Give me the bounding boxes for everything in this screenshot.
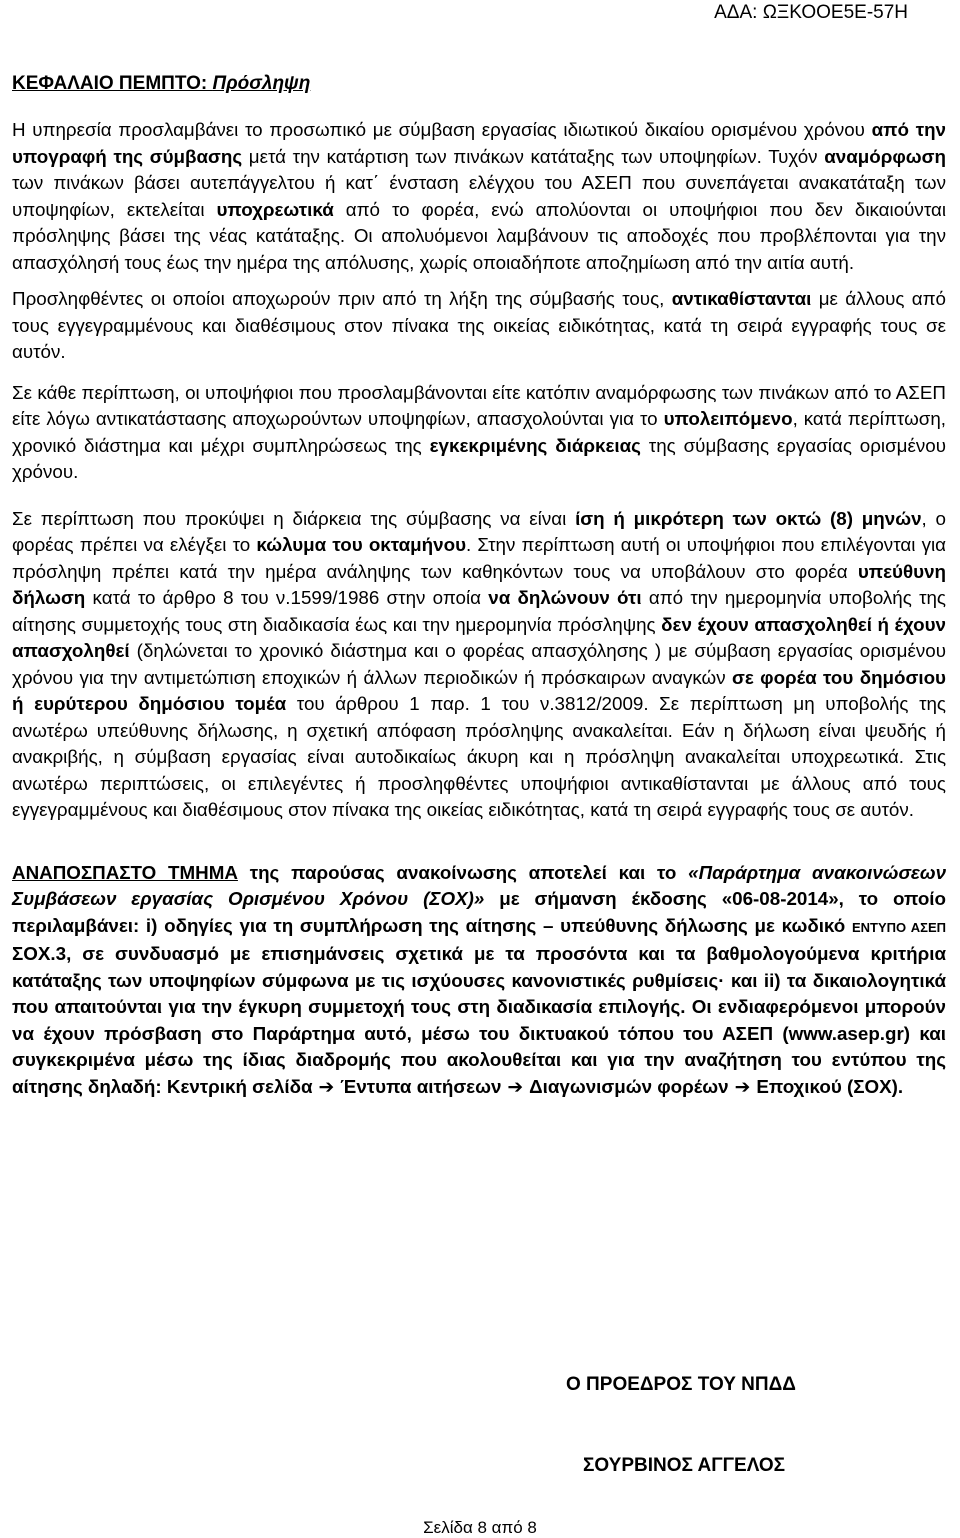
arrow-icon: ➔ xyxy=(734,1075,751,1097)
signature-role: Ο ΠΡΟΕΔΡΟΣ ΤΟΥ ΝΠΔΔ xyxy=(566,1374,796,1395)
paragraph-replacement: Προσληφθέντες οι οποίοι αποχωρούν πριν από τη λήξη της σύμβασής τους, αντικαθίστανται με άλλους από τους εγγεγραμμένους και διαθέσιμους στον πίνακα της οικείας ειδικότητας, κατά τη σειρά εγγραφής τους σε αυτόν. xyxy=(12,288,947,362)
ada-code: ΑΔΑ: ΩΞΚΟΟΕ5Ε-57Η xyxy=(714,2,908,23)
annex-title: «Παράρτημα ανακοινώσεων Συμβάσεων εργασίας Ορισμένου Χρόνου (ΣΟΧ)» xyxy=(12,861,947,909)
chapter-title-italic: Πρόσληψη xyxy=(212,73,311,94)
signature-name: ΣΟΥΡΒΙΝΟΣ ΑΓΓΕΛΟΣ xyxy=(583,1455,786,1476)
document-body xyxy=(12,70,946,1100)
page-number: Σελίδα 8 από 8 xyxy=(423,1518,537,1537)
annex-heading: ΑΝΑΠΟΣΠΑΣΤΟ ΤΜΗΜΑ xyxy=(12,861,238,883)
chapter-title-prefix: ΚΕΦΑΛΑΙΟ ΠΕΜΠΤΟ: xyxy=(12,73,213,94)
arrow-icon: ➔ xyxy=(507,1075,524,1097)
chapter-title xyxy=(12,70,946,97)
paragraph-remaining-period: Σε κάθε περίπτωση, οι υποψήφιοι που προσλαμβάνονται είτε κατόπιν αναμόρφωσης των πινάκων από το ΑΣΕΠ είτε λόγω αντικατάστασης αποχωρούντων υποψηφίων, απασχολούνται για το υπολειπόμενο, κατά περίπτωση, χρονικό διάστημα και μέχρι συμπληρώσεως της εγκεκριμένης διάρκειας της σύμβασης εργασίας ορισμένου χρόνου. xyxy=(12,381,946,482)
paragraph-annex: ΑΝΑΠΟΣΠΑΣΤΟ ΤΜΗΜΑ της παρούσας ανακοίνωσης αποτελεί και το «Παράρτημα ανακοινώσεων Συμβάσεων εργασίας Ορισμένου Χρόνου (ΣΟΧ)» με σήμανση έκδοσης «06-08-2014», το οποίο περιλαμβάνει: i) οδηγίες για τη συμπλήρωση της αίτησης – υπεύθυνης δήλωσης με κωδικό ΕΝΤΥΠΟ ΑΣΕΠ ΣΟΧ.3, σε συνδυασμό με επισημάνσεις σχετικά με τα προσόντα και τα βαθμολογούμενα κριτήρια κατάταξης των υποψηφίων σύμφωνα με τις ισχύουσες κανονιστικές ρυθμίσεις· και ii) τα δικαιολογητικά που απαιτούνται για την έγκυρη συμμετοχή τους στη διαδικασία επιλογής. Οι ενδιαφερόμενοι μπορούν να έχουν πρόσβαση στο Παράρτημα αυτό, μέσω του δικτυακού τόπου του ΑΣΕΠ (www.asep.gr) και συγκεκριμένα μέσω της ίδιας διαδρομής που ακολουθείται και για την αναζήτηση του εντύπου της αίτησης δηλαδή: Κεντρική σελίδα ➔ Έντυπα αιτήσεων ➔ Διαγωνισμών φορέων ➔ Εποχικού (ΣΟΧ). xyxy=(12,860,946,1101)
paragraph-dismissal: Η υπηρεσία προσλαμβάνει το προσωπικό με σύμβαση εργασίας ιδιωτικού δικαίου ορισμένου χρόνου από την υπογραφή της σύμβασης μετά την κατάρτιση των πινάκων κατάταξης των υποψηφίων. Τυχόν αναμόρφωση των πινάκων βάσει αυτεπάγγελτου ή κατ΄ ένσταση ελέγχου του ΑΣΕΠ που συνεπάγεται ανακατάταξη των υποψηφίων, εκτελείται υποχρεωτικά από το φορέα, ενώ απολύονται οι υποψήφιοι που δεν δικαιούνται πρόσληψης βάσει της νέας κατάταξης. Οι απολυόμενοι λαμβάνουν τις αποδοχές που προβλέπονται για την απασχόλησή τους έως την ημέρα της απόλυσης, χωρίς οποιαδήποτε αποζημίωση από την αιτία αυτή. xyxy=(12,119,947,273)
paragraph-eight-month-bar: Σε περίπτωση που προκύψει η διάρκεια της σύμβασης να είναι ίση ή μικρότερη των οκτώ (8) μηνών, ο φορέας πρέπει να ελέγξει το κώλυμα του οκταμήνου. Στην περίπτωση αυτή οι υποψήφιοι που επιλέγονται για πρόσληψη πρέπει κατά την ημέρα ανάληψης των καθηκόντων τους να υποβάλουν στο φορέα υπεύθυνη δήλωση κατά το άρθρο 8 του ν.1599/1986 στην οποία να δηλώνουν ότι από την ημερομηνία υποβολής της αίτησης συμμετοχής τους στη διαδικασία έως και την ημερομηνία πρόσληψης δεν έχουν απασχοληθεί ή έχουν απασχοληθεί (δηλώνεται το χρονικό διάστημα και ο φορέας απασχόλησης ) με σύμβαση εργασίας ορισμένου χρόνου για την αντιμετώπιση εποχικών ή άλλων περιοδικών ή πρόσκαιρων αναγκών σε φορέα του δημόσιου ή ευρύτερου δημόσιου τομέα του άρθρου 1 παρ. 1 του ν.3812/2009. Σε περίπτωση μη υποβολής της ανωτέρω υπεύθυνης δήλωσης, η σχετική απόφαση πρόσληψης ανακαλείται. Εάν η δήλωση είναι ψευδής ή ανακριβής, η σύμβαση εργασίας είναι αυτοδικαίως άκυρη και η πρόσληψη ανακαλείται υποχρεωτικά. Στις ανωτέρω περιπτώσεις, οι επιλεγέντες ή προσληφθέντες υποψήφιοι αντικαθίστανται με άλλους από τους εγγεγραμμένους και διαθέσιμους στον πίνακα της οικείας ειδικότητας, κατά τη σειρά εγγραφής τους σε αυτόν. xyxy=(12,507,946,820)
arrow-icon: ➔ xyxy=(318,1075,335,1097)
